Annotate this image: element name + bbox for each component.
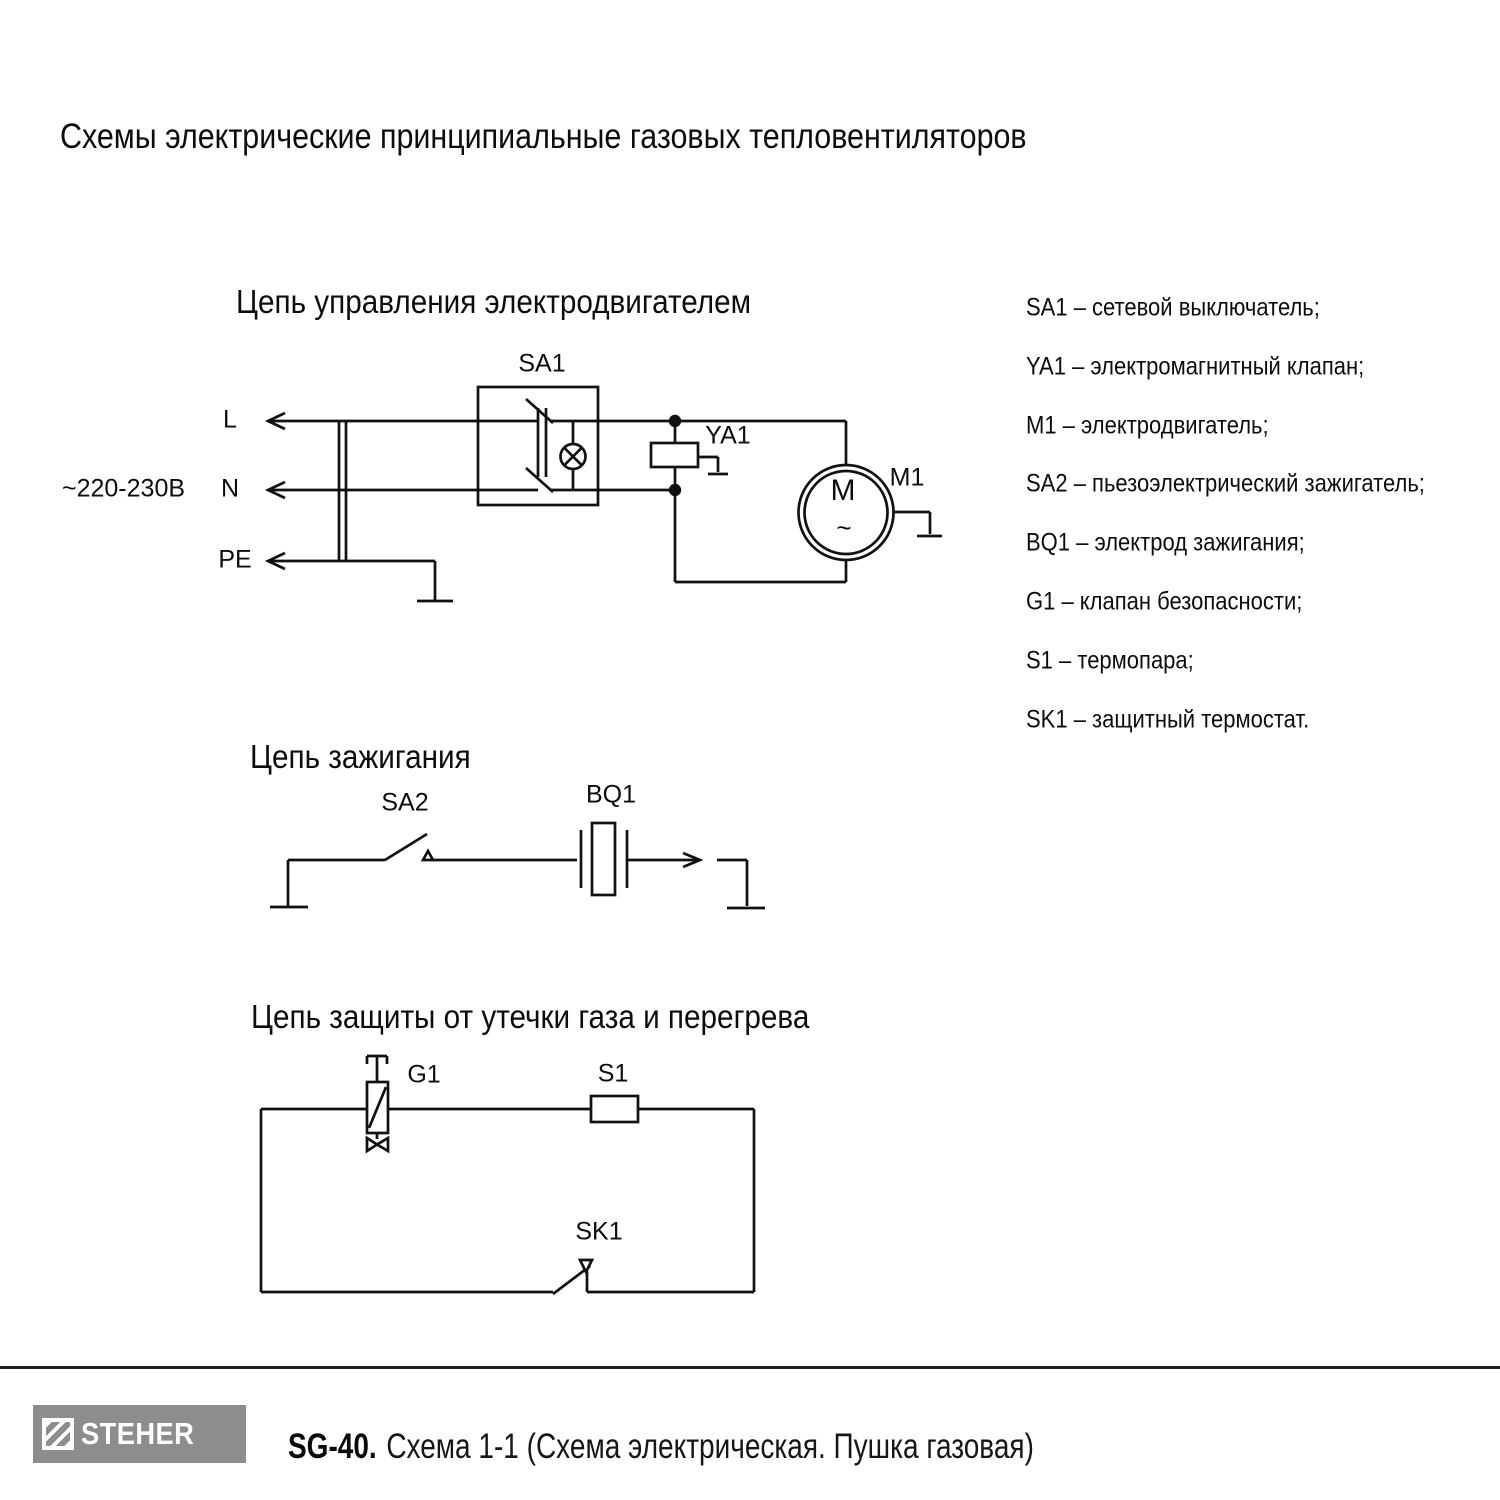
- circuit2-title: Цепь зажигания: [250, 738, 471, 775]
- switch-sa1-link: [538, 408, 546, 477]
- steher-logo-mark-icon: [42, 1418, 74, 1450]
- switch-sa2-blade: [385, 834, 427, 860]
- scheme-caption: Схема 1-1 (Схема электрическая. Пушка газовая): [386, 1427, 1034, 1466]
- circuit3-title: Цепь защиты от утечки газа и перегрева: [251, 998, 810, 1035]
- electrode-bq1-label: BQ1: [585, 780, 637, 809]
- terminal-l-label: L: [223, 405, 237, 434]
- switch-sa1-label: SA1: [518, 349, 566, 378]
- legend-item: BQ1 – электрод зажигания;: [1026, 528, 1305, 557]
- legend-item: SK1 – защитный термостат.: [1026, 705, 1310, 734]
- page-title: Схемы электрические принципиальные газовых тепловентиляторов: [60, 117, 1027, 156]
- ignition-circuit-drawing: [270, 823, 765, 908]
- legend-item: M1 – электродвигатель;: [1026, 411, 1269, 440]
- valve-g1-actuator: [367, 1056, 387, 1082]
- switch-sa2-label: SA2: [381, 788, 429, 817]
- model-number: SG-40.: [288, 1427, 377, 1466]
- thermostat-sk1-contact: [580, 1260, 592, 1272]
- legend-item: YA1 – электромагнитный клапан;: [1026, 352, 1365, 381]
- motor-ground: [894, 512, 943, 536]
- legend-item: S1 – термопара;: [1026, 646, 1194, 675]
- motor-ac-sign: ~: [836, 512, 852, 543]
- motor-m1-label: M1: [889, 463, 925, 492]
- valve-g1-label: G1: [407, 1060, 441, 1089]
- legend-item: SA1 – сетевой выключатель;: [1026, 293, 1320, 322]
- protection-circuit-drawing: [261, 1056, 754, 1294]
- steher-logo: [33, 1405, 246, 1463]
- terminal-n-label: N: [220, 474, 240, 503]
- thermocouple-s1-label: S1: [597, 1059, 629, 1088]
- thermostat-sk1-label: SK1: [575, 1217, 623, 1246]
- switch-sa1-blades: [526, 399, 553, 492]
- steher-brand-text: STEHER: [81, 1416, 195, 1451]
- electrode-bq1-body: [592, 823, 615, 895]
- legend-item: SA2 – пьезоэлектрический зажигатель;: [1026, 469, 1425, 498]
- legend-item: G1 – клапан безопасности;: [1026, 587, 1303, 616]
- thermocouple-s1-body: [591, 1096, 638, 1122]
- circuit1-title: Цепь управления электродвигателем: [236, 283, 752, 320]
- footer-divider: [0, 1366, 1500, 1369]
- valve-g1-bowtie: [367, 1138, 388, 1151]
- ignition-left-ground: [270, 860, 308, 907]
- valve-ya1-coil: [651, 443, 698, 467]
- footer-caption: [288, 1427, 1034, 1467]
- valve-ya1-ground: [698, 457, 728, 474]
- motor-letter: M: [830, 474, 856, 507]
- valve-ya1-label: YA1: [705, 421, 751, 450]
- voltage-label: ~220-230В: [62, 474, 186, 503]
- ignition-right-ground: [717, 860, 765, 908]
- switch-sa2-contact: [423, 851, 433, 860]
- terminal-pe-label: PE: [218, 545, 252, 574]
